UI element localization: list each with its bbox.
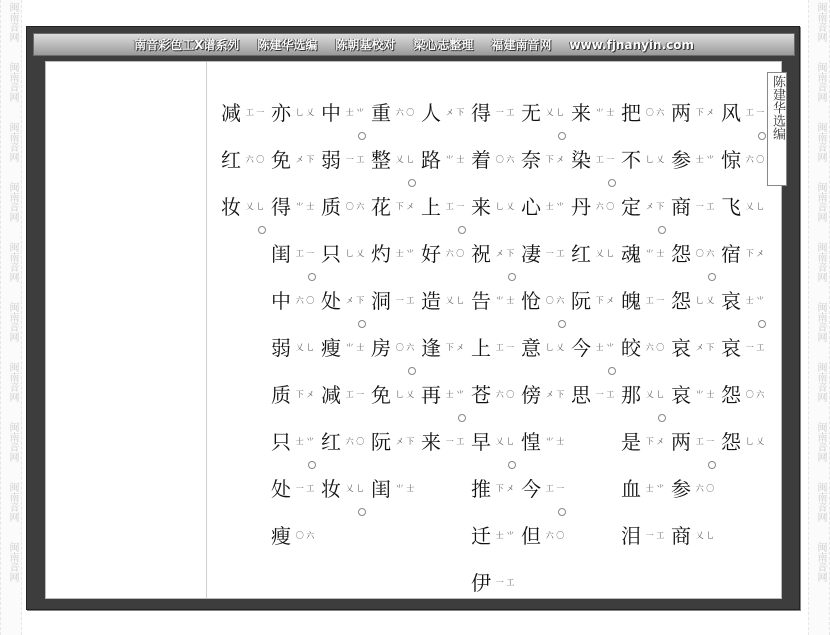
beat-circle <box>458 414 466 422</box>
notation-mark: 一 工 <box>495 578 515 587</box>
notation-mark: 六 〇 <box>345 437 365 446</box>
notation-mark: 乂 乚 <box>295 343 315 352</box>
watermark-text: 闽南音网 <box>7 482 18 522</box>
lyric-character: 凄 <box>521 242 541 266</box>
notation-mark: 士 ⺌ <box>295 437 315 446</box>
notation-mark: 乂 乚 <box>495 437 515 446</box>
notation-mark: 〇 六 <box>745 390 765 399</box>
lyric-character: 哀 <box>721 289 741 313</box>
notation-mark: 乂 乚 <box>645 390 665 399</box>
notation-mark: 工 一 <box>345 390 365 399</box>
lyric-character: 着 <box>471 148 491 172</box>
notation-mark: 乚 乂 <box>645 155 665 164</box>
lyric-character: 把 <box>621 101 641 125</box>
notation-mark: 一 工 <box>695 202 715 211</box>
lyric-character: 飞 <box>721 195 741 219</box>
notation-mark: 六 〇 <box>695 484 715 493</box>
lyric-character: 风 <box>721 101 741 125</box>
selector-credit: 陈建华选编 <box>257 38 318 52</box>
notation-mark: 六 〇 <box>595 202 615 211</box>
beat-circle <box>408 367 416 375</box>
lyric-character: 处 <box>321 289 341 313</box>
proofreader-credit: 陈朝基校对 <box>335 38 396 52</box>
lyric-character: 得 <box>471 101 491 125</box>
beat-circle <box>358 132 366 140</box>
notation-mark: 一 工 <box>595 390 615 399</box>
notation-mark: ⺌ 士 <box>495 296 515 305</box>
watermark-text: 闽南音网 <box>815 62 826 102</box>
lyric-character: 皎 <box>621 336 641 360</box>
lyric-character: 红 <box>571 242 591 266</box>
lyric-character: 但 <box>521 524 541 548</box>
lyric-character: 惶 <box>521 430 541 454</box>
lyric-character: 怨 <box>721 430 741 454</box>
lyric-character: 房 <box>371 336 391 360</box>
notation-mark: 六 〇 <box>445 249 465 258</box>
watermark-text: 闽南音网 <box>7 62 18 102</box>
notation-mark: 士 ⺌ <box>445 390 465 399</box>
lyric-character: 红 <box>221 148 241 172</box>
notation-mark: 下 メ <box>595 296 615 305</box>
site-url: www.fjnanyin.com <box>569 37 694 52</box>
notation-mark: 一 工 <box>495 108 515 117</box>
notation-mark: 乂 乚 <box>345 484 365 493</box>
lyric-character: 质 <box>321 195 341 219</box>
lyric-character: 中 <box>271 289 291 313</box>
watermark-text: 闽南音网 <box>815 302 826 342</box>
notation-mark: 〇 六 <box>645 108 665 117</box>
lyric-character: 只 <box>321 242 341 266</box>
notation-mark: 六 〇 <box>295 296 315 305</box>
lyric-character: 推 <box>471 477 491 501</box>
lyric-character: 瘦 <box>271 524 291 548</box>
lyric-character: 祝 <box>471 242 491 266</box>
lyric-character: 无 <box>521 101 541 125</box>
beat-circle <box>508 461 516 469</box>
lyric-character: 弱 <box>271 336 291 360</box>
lyric-character: 红 <box>321 430 341 454</box>
notation-mark: 一 工 <box>395 296 415 305</box>
lyric-character: 减 <box>321 383 341 407</box>
notation-mark: 下 メ <box>745 249 765 258</box>
notation-mark: 乚 乂 <box>495 202 515 211</box>
watermark-text: 闽南音网 <box>7 422 18 462</box>
notation-mark: 〇 六 <box>495 155 515 164</box>
notation-mark: 乂 乚 <box>395 155 415 164</box>
lyric-character: 亦 <box>271 101 291 125</box>
notation-mark: 一 工 <box>295 484 315 493</box>
notation-mark: 乂 乚 <box>245 202 265 211</box>
notation-mark: 下 メ <box>495 484 515 493</box>
notation-mark: 〇 六 <box>345 202 365 211</box>
watermark-text: 闽南音网 <box>7 242 18 282</box>
lyric-character: 处 <box>271 477 291 501</box>
notation-mark: 六 〇 <box>545 531 565 540</box>
author-box: 陈建华选编 <box>767 72 787 186</box>
lyric-character: 那 <box>621 383 641 407</box>
notation-mark: ⺌ 士 <box>295 202 315 211</box>
notation-mark: ⺌ 士 <box>345 343 365 352</box>
lyric-character: 弱 <box>321 148 341 172</box>
lyric-character: 妆 <box>321 477 341 501</box>
notation-mark: 下 メ <box>695 108 715 117</box>
beat-circle <box>708 273 716 281</box>
lyric-character: 思 <box>571 383 591 407</box>
lyric-character: 免 <box>271 148 291 172</box>
series-title: 南音彩色工X谱系列 <box>134 38 240 52</box>
notation-mark: ⺌ 士 <box>645 249 665 258</box>
lyric-character: 减 <box>221 101 241 125</box>
notation-mark: 六 〇 <box>395 108 415 117</box>
watermark-text: 闽南音网 <box>815 182 826 222</box>
lyric-character: 商 <box>671 195 691 219</box>
notation-mark: 士 ⺌ <box>695 155 715 164</box>
lyric-character: 今 <box>571 336 591 360</box>
lyric-character: 灼 <box>371 242 391 266</box>
notation-mark: 〇 六 <box>295 531 315 540</box>
lyric-character: 染 <box>571 148 591 172</box>
notation-mark: メ 下 <box>345 296 365 305</box>
notation-mark: 下 メ <box>295 390 315 399</box>
notation-mark: 下 メ <box>545 155 565 164</box>
lyric-character: 参 <box>671 148 691 172</box>
notation-mark: ⺌ 士 <box>545 437 565 446</box>
notation-mark: 工 一 <box>295 249 315 258</box>
lyric-character: 花 <box>371 195 391 219</box>
beat-circle <box>558 508 566 516</box>
notation-mark: 六 〇 <box>745 155 765 164</box>
lyric-character: 逢 <box>421 336 441 360</box>
right-watermark-strip <box>808 0 830 635</box>
lyric-character: 商 <box>671 524 691 548</box>
lyric-character: 是 <box>621 430 641 454</box>
lyric-character: 中 <box>321 101 341 125</box>
lyric-character: 惊 <box>721 148 741 172</box>
beat-circle <box>358 320 366 328</box>
lyric-character: 泪 <box>621 524 641 548</box>
notation-mark: 工 一 <box>745 108 765 117</box>
notation-mark: 一 工 <box>645 531 665 540</box>
lyric-character: 好 <box>421 242 441 266</box>
notation-mark: 工 一 <box>445 202 465 211</box>
notation-mark: 六 〇 <box>495 390 515 399</box>
watermark-text: 闽南音网 <box>815 242 826 282</box>
beat-circle <box>608 367 616 375</box>
notation-mark: メ 下 <box>645 202 665 211</box>
lyric-character: 苍 <box>471 383 491 407</box>
notation-mark: 士 ⺌ <box>545 202 565 211</box>
lyric-character: 哀 <box>671 336 691 360</box>
lyric-character: 妆 <box>221 195 241 219</box>
lyric-character: 心 <box>521 195 541 219</box>
beat-circle <box>708 461 716 469</box>
notation-mark: 士 ⺌ <box>345 108 365 117</box>
beat-circle <box>658 414 666 422</box>
notation-mark: 乚 乂 <box>345 249 365 258</box>
notation-mark: 士 ⺌ <box>745 296 765 305</box>
lyric-character: 两 <box>671 101 691 125</box>
lyric-character: 洞 <box>371 289 391 313</box>
notation-mark: ⺌ 士 <box>395 484 415 493</box>
lyric-character: 质 <box>271 383 291 407</box>
lyric-character: 两 <box>671 430 691 454</box>
notation-mark: ⺌ 士 <box>595 108 615 117</box>
notation-mark: ⺌ 士 <box>695 390 715 399</box>
notation-mark: メ 下 <box>545 390 565 399</box>
watermark-text: 闽南音网 <box>7 302 18 342</box>
lyric-character: 血 <box>621 477 641 501</box>
notation-mark: メ 下 <box>445 108 465 117</box>
watermark-text: 闽南音网 <box>815 542 826 582</box>
lyric-character: 来 <box>571 101 591 125</box>
notation-mark: 乂 乚 <box>745 202 765 211</box>
notation-mark: 工 一 <box>545 484 565 493</box>
lyric-character: 傍 <box>521 383 541 407</box>
notation-mark: 下 メ <box>395 202 415 211</box>
lyric-character: 瘦 <box>321 336 341 360</box>
notation-mark: 工 一 <box>495 343 515 352</box>
notation-mark: 一 工 <box>345 155 365 164</box>
notation-mark: 下 メ <box>645 437 665 446</box>
lyric-character: 来 <box>471 195 491 219</box>
lyric-character: 告 <box>471 289 491 313</box>
arranger-credit: 梁心志整理 <box>413 38 474 52</box>
notation-mark: 一 工 <box>745 343 765 352</box>
lyric-character: 哀 <box>721 336 741 360</box>
notation-mark: 士 ⺌ <box>395 249 415 258</box>
lyric-character: 怨 <box>671 289 691 313</box>
notation-mark: メ 下 <box>495 249 515 258</box>
notation-mark: 一 工 <box>545 249 565 258</box>
beat-circle <box>608 179 616 187</box>
lyric-character: 早 <box>471 430 491 454</box>
beat-circle <box>458 226 466 234</box>
lyric-character: 得 <box>271 195 291 219</box>
lyric-character: 不 <box>621 148 641 172</box>
lyric-character: 上 <box>421 195 441 219</box>
lyric-character: 丹 <box>571 195 591 219</box>
notation-mark: 工 一 <box>695 437 715 446</box>
lyric-character: 只 <box>271 430 291 454</box>
notation-mark: ⺌ 士 <box>445 155 465 164</box>
beat-circle <box>408 179 416 187</box>
watermark-text: 闽南音网 <box>815 2 826 42</box>
beat-circle <box>508 273 516 281</box>
notation-mark: 工 一 <box>245 108 265 117</box>
notation-mark: 乂 乚 <box>695 531 715 540</box>
notation-mark: 乂 乚 <box>545 108 565 117</box>
score-paper <box>45 61 785 599</box>
beat-circle <box>358 508 366 516</box>
lyric-character: 参 <box>671 477 691 501</box>
lyric-character: 路 <box>421 148 441 172</box>
notation-mark: 〇 六 <box>545 296 565 305</box>
lyric-character: 整 <box>371 148 391 172</box>
watermark-text: 闽南音网 <box>7 362 18 402</box>
notation-mark: 工 一 <box>595 155 615 164</box>
beat-circle <box>308 461 316 469</box>
lyric-character: 免 <box>371 383 391 407</box>
notation-mark: 下 メ <box>445 343 465 352</box>
notation-mark: 乂 乚 <box>595 249 615 258</box>
notation-mark: 一 工 <box>445 437 465 446</box>
notation-mark: 乚 乂 <box>295 108 315 117</box>
notation-mark: 士 ⺌ <box>645 484 665 493</box>
beat-circle <box>558 320 566 328</box>
watermark-text: 闽南音网 <box>815 362 826 402</box>
header-bar <box>33 33 795 56</box>
watermark-text: 闽南音网 <box>815 482 826 522</box>
notation-mark: 〇 六 <box>395 343 415 352</box>
left-watermark-strip <box>0 0 22 635</box>
score-frame <box>26 26 800 610</box>
lyric-character: 伊 <box>471 571 491 595</box>
lyric-character: 哀 <box>671 383 691 407</box>
lyric-character: 阮 <box>371 430 391 454</box>
notation-mark: 乚 乂 <box>395 390 415 399</box>
watermark-text: 闽南音网 <box>815 422 826 462</box>
lyric-character: 魂 <box>621 242 641 266</box>
site-name: 福建南音网 <box>491 38 552 52</box>
blank-margin <box>46 62 207 598</box>
notation-mark: 乂 乚 <box>445 296 465 305</box>
lyric-character: 今 <box>521 477 541 501</box>
notation-mark: 工 一 <box>645 296 665 305</box>
notation-mark: 六 〇 <box>645 343 665 352</box>
beat-circle <box>758 132 766 140</box>
notation-mark: メ 下 <box>395 437 415 446</box>
notation-mark: 六 〇 <box>245 155 265 164</box>
lyric-character: 定 <box>621 195 641 219</box>
lyric-character: 上 <box>471 336 491 360</box>
lyric-character: 意 <box>521 336 541 360</box>
lyric-character: 人 <box>421 101 441 125</box>
notation-mark: 士 ⺌ <box>495 531 515 540</box>
notation-mark: 乚 乂 <box>745 437 765 446</box>
lyric-character: 魄 <box>621 289 641 313</box>
lyric-character: 宿 <box>721 242 741 266</box>
lyric-character: 来 <box>421 430 441 454</box>
watermark-text: 闽南音网 <box>7 2 18 42</box>
notation-mark: 〇 六 <box>695 249 715 258</box>
watermark-text: 闽南音网 <box>7 182 18 222</box>
lyric-character: 怨 <box>721 383 741 407</box>
beat-circle <box>308 273 316 281</box>
notation-mark: 乚 乂 <box>695 296 715 305</box>
lyric-character: 造 <box>421 289 441 313</box>
beat-circle <box>558 132 566 140</box>
beat-circle <box>258 226 266 234</box>
lyric-character: 奈 <box>521 148 541 172</box>
notation-mark: 士 ⺌ <box>595 343 615 352</box>
notation-mark: メ 下 <box>295 155 315 164</box>
watermark-text: 闽南音网 <box>7 122 18 162</box>
watermark-text: 闽南音网 <box>815 122 826 162</box>
lyric-character: 怨 <box>671 242 691 266</box>
lyric-character: 怆 <box>521 289 541 313</box>
notation-mark: メ 下 <box>695 343 715 352</box>
lyric-character: 迁 <box>471 524 491 548</box>
lyric-character: 闺 <box>271 242 291 266</box>
watermark-text: 闽南音网 <box>7 542 18 582</box>
notation-mark: 乚 乂 <box>545 343 565 352</box>
lyric-character: 重 <box>371 101 391 125</box>
beat-circle <box>758 320 766 328</box>
lyric-character: 闺 <box>371 477 391 501</box>
lyric-character: 阮 <box>571 289 591 313</box>
lyric-character: 再 <box>421 383 441 407</box>
beat-circle <box>658 226 666 234</box>
